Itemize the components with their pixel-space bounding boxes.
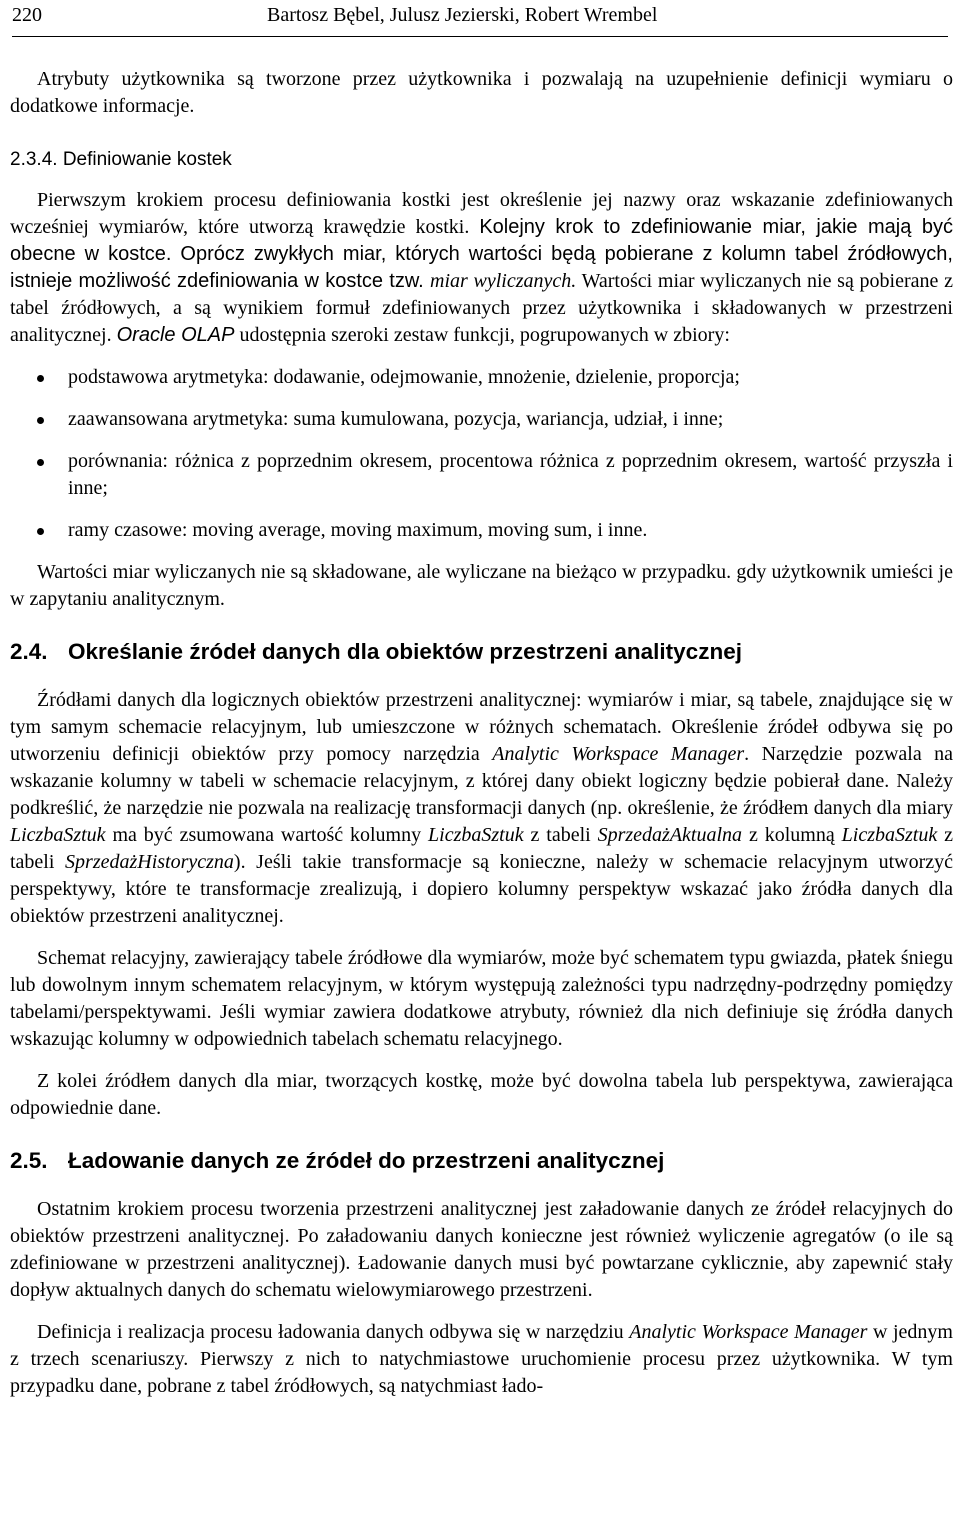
section-heading-2-5 xyxy=(10,1146,953,1176)
paragraph-relational-schema: Schemat relacyjny, zawierający tabele źródłowe dla wymiarów, może być schematem typu gwiazda, płatek śniegu lub dowolnym innym schematem relacyjnym, w którym występują zależności typu nadrzędny-podrzędny pomiędzy tabelami/perspektywami. Jeśli wymiar zawiera dodatkowe atrybuty, również dla nich definiuje się źródła danych wskazując kolumny w odpowiednich tabelach schematu relacyjnego. xyxy=(10,947,953,1050)
text-run: Definicja i realizacja procesu ładowania danych odbywa się w narzędziu xyxy=(37,1321,630,1343)
term-analytic-workspace-manager: Analytic Workspace Manager xyxy=(629,1321,868,1343)
paragraph-data-sources xyxy=(10,687,953,930)
running-head-authors: Bartosz Bębel, Julusz Jezierski, Robert Wrembel xyxy=(267,4,658,26)
text-run: z tabeli xyxy=(523,824,598,846)
page-body xyxy=(10,66,953,1400)
list-item xyxy=(10,517,953,544)
bullet-icon xyxy=(37,417,44,424)
paragraph-measure-sources: Z kolei źródłem danych dla miar, tworzących kostkę, może być dowolna tabela lub perspektywa, zawierająca odpowiednie dane. xyxy=(10,1070,953,1119)
section-heading-2-4 xyxy=(10,637,953,667)
subsection-title: Definiowanie kostek xyxy=(62,149,232,170)
list-item xyxy=(10,364,953,391)
section-title: Określanie źródeł danych dla obiektów przestrzeni analitycznej xyxy=(68,639,742,664)
term-analytic-workspace-manager: Analytic Workspace Manager xyxy=(492,743,745,765)
list-item xyxy=(10,448,953,502)
term-liczbasztuk: LiczbaSztuk xyxy=(841,824,938,846)
section-number: 2.5. xyxy=(10,1148,48,1173)
text-run: Kolejny krok to zdefiniowanie miar, jakie mają być obecne w kostce. Oprócz zwykłych miar, których wartości będą pobierane z kolumn tabel źródłowych, istnieje możliwość zdefiniowania w kostce tzw. xyxy=(10,216,953,292)
term-sprzedaz-aktualna: SprzedażAktualna xyxy=(597,824,743,846)
term-calculated-measures: miar wyliczanych. xyxy=(430,270,577,292)
text-run: ma być zsumowana wartość kolumny xyxy=(105,824,429,846)
section-number: 2.4. xyxy=(10,639,48,664)
list-item xyxy=(10,406,953,433)
term-liczbasztuk: LiczbaSztuk xyxy=(10,824,106,846)
function-set-list xyxy=(10,364,953,544)
term-oracle-olap: Oracle OLAP xyxy=(116,324,235,346)
list-item-text: podstawowa arytmetyka: dodawanie, odejmowanie, mnożenie, dzielenie, proporcja; xyxy=(68,366,740,388)
paragraph-cube-definition xyxy=(10,187,953,349)
subsection-heading-2-3-4 xyxy=(10,146,953,173)
paragraph-calculated-values: Wartości miar wyliczanych nie są składowane, ale wyliczane na bieżąco w przypadku. gdy użytkownik umieści je w zapytaniu analitycznym. xyxy=(10,561,953,610)
bullet-icon xyxy=(37,528,44,535)
text-run: w jednym z trzech scenariuszy. Pierwszy z nich to natychmiastowe uruchomienie procesu przez użytkownika. W tym przypadku dane, pobrane z tabel źródłowych, są natychmiast łado- xyxy=(10,1321,953,1397)
list-item-text: zaawansowana arytmetyka: suma kumulowana, pozycja, wariancja, udział, i inne; xyxy=(68,408,724,430)
page-header xyxy=(12,0,948,37)
paragraph-loading-scenarios xyxy=(10,1319,953,1400)
page-number: 220 xyxy=(12,4,42,26)
term-sprzedaz-historyczna: SprzedażHistoryczna xyxy=(65,851,234,873)
term-liczbasztuk: LiczbaSztuk xyxy=(428,824,524,846)
text-run: Źródłami danych dla logicznych obiektów przestrzeni analitycznej: wymiarów i miar, są tabele, znajdujące się w tym samym schemacie relacyjnym, lub umieszczone w różnych schematach. Określenie źródeł odbywa się po utworzeniu definicji obiektów przy pomocy narzędzia xyxy=(10,689,953,765)
bullet-icon xyxy=(37,375,44,382)
bullet-icon xyxy=(37,459,44,466)
text-run: Wartości miar wyliczanych nie są pobierane z tabel źródłowych, a są wynikiem formuł zdefiniowanych przez użytkownika i składowanych w przestrzeni analitycznej. xyxy=(10,270,953,346)
text-run: z kolumną xyxy=(742,824,842,846)
list-item-text: porównania: różnica z poprzednim okresem, procentowa różnica z poprzednim okresem, wartość przyszła i inne; xyxy=(68,450,953,499)
text-run: Pierwszym krokiem procesu definiowania kostki jest określenie jej nazwy oraz wskazanie zdefiniowanych wcześniej wymiarów, które utworzą krawędzie kostki. xyxy=(10,189,953,238)
section-title: Ładowanie danych ze źródeł do przestrzeni analitycznej xyxy=(68,1148,665,1173)
subsection-number: 2.3.4. xyxy=(10,149,58,170)
text-run: z tabeli xyxy=(10,824,953,873)
list-item-text: ramy czasowe: moving average, moving maximum, moving sum, i inne. xyxy=(68,519,648,541)
paragraph-loading: Ostatnim krokiem procesu tworzenia przestrzeni analitycznej jest załadowanie danych ze źródeł relacyjnych do obiektów przestrzeni analitycznej. Po załadowaniu danych konieczne jest również wyliczenie agregatów (o ile są zdefiniowane w przestrzeni analitycznej). Ładowanie danych musi być powtarzane cyklicznie, aby zapewnić stały dopływ aktualnych danych do schematu wielowymiarowego przestrzeni. xyxy=(10,1198,953,1301)
text-run: . Narzędzie pozwala na wskazanie kolumny w tabeli w schemacie relacyjnym, z której dany obiekt logiczny będzie pobierał dane. Należy podkreślić, że narzędzie nie pozwala na realizację transformacji danych (np. określenie, że źródłem danych dla miary xyxy=(10,743,954,819)
text-run: ). Jeśli takie transformacje są konieczne, należy w schemacie relacyjnym utworzyć perspektywy, które te transformacje zrealizują, i dopiero kolumny perspektyw wskazać jako źródła danych dla obiektów przestrzeni analitycznej. xyxy=(10,851,953,927)
text-run: udostępnia szeroki zestaw funkcji, pogrupowanych w zbiory: xyxy=(234,324,730,346)
paragraph-intro: Atrybuty użytkownika są tworzone przez użytkownika i pozwalają na uzupełnienie definicji wymiaru o dodatkowe informacje. xyxy=(10,68,953,117)
